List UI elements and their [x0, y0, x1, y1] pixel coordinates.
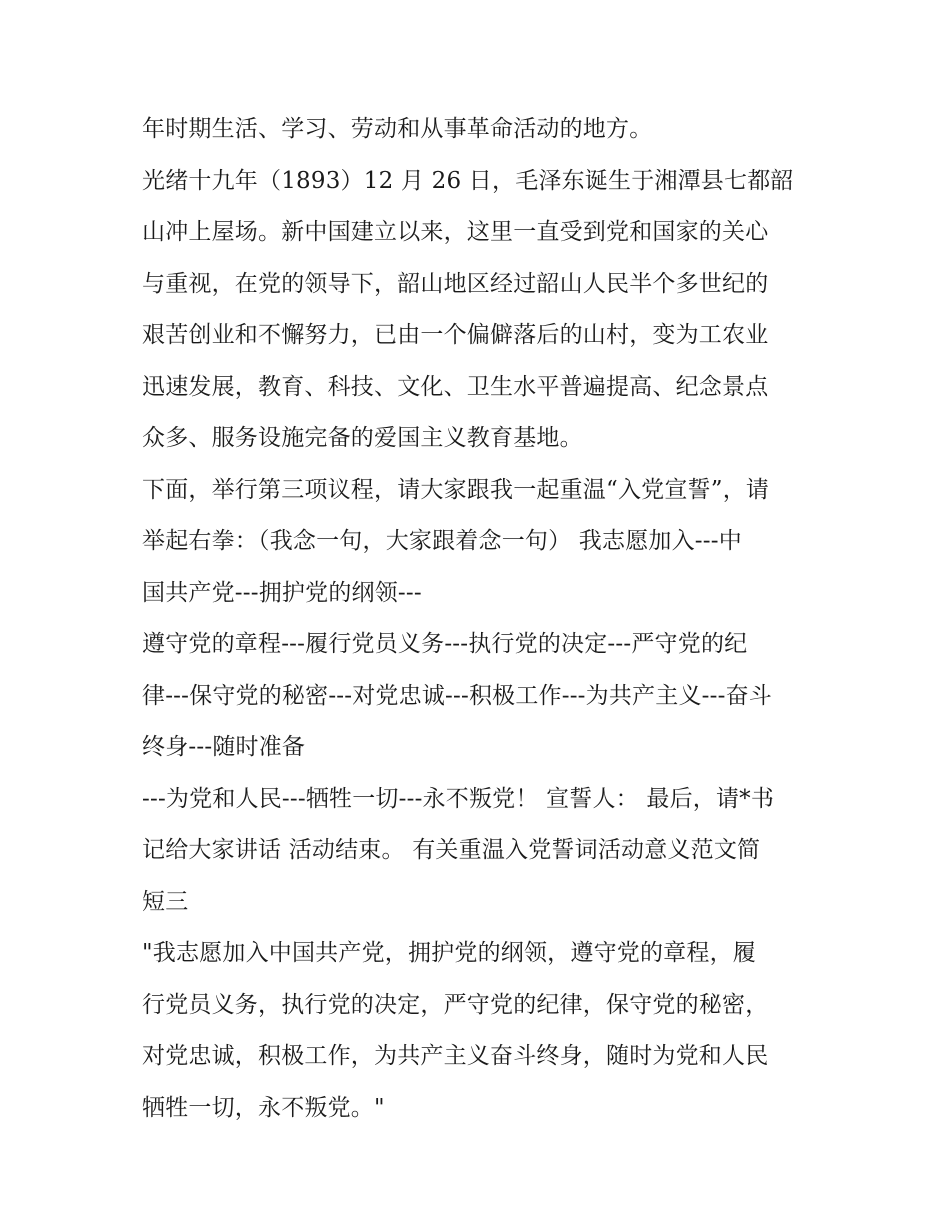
document-body — [142, 108, 822, 1138]
text-line: 国共产党---拥护党的纲领--- — [142, 579, 422, 606]
text-line: 记给大家讲话 活动结束。 有关重温入党誓词活动意义范文简 — [142, 837, 761, 863]
text-line: 山冲上屋场。新中国建立以来，这里一直受到党和国家的关心 — [142, 219, 769, 245]
text-line: 众多、服务设施完备的爱国主义教育基地。 — [142, 425, 583, 451]
text-line: 律---保守党的秘密---对党忠诚---积极工作---为共产主义---奋斗 — [142, 682, 772, 709]
text-line: 短三 — [142, 888, 189, 915]
text-line: 对党忠诚，积极工作，为共产主义奋斗终身，随时为党和人民 — [142, 1043, 769, 1069]
text-line: 下面，举行第三项议程，请大家跟我一起重温“入党宣誓”，请 — [142, 476, 770, 503]
text-line: 艰苦创业和不懈努力，已由一个偏僻落后的山村，变为工农业 — [142, 322, 769, 348]
text-line: 光绪十九年（1893）12 月 26 日，毛泽东诞生于湘潭县七都韶 — [142, 167, 794, 194]
text-line: ---为党和人民---牺牲一切---永不叛党！ 宣誓人： 最后，请*书 — [142, 785, 775, 812]
text-line: 牺牲一切，永不叛党。" — [142, 1094, 385, 1121]
text-line: 遵守党的章程---履行党员义务---执行党的决定---严守党的纪 — [142, 631, 748, 657]
text-line: 年时期生活、学习、劳动和从事革命活动的地方。 — [142, 116, 653, 142]
text-line: 与重视，在党的领导下，韶山地区经过韶山人民半个多世纪的 — [142, 270, 769, 297]
text-line: 举起右拳：（我念一句，大家跟着念一句） 我志愿加入---中 — [142, 528, 742, 554]
text-line: 迅速发展，教育、科技、文化、卫生水平普遍提高、纪念景点 — [142, 373, 769, 400]
text-line: 行党员义务，执行党的决定，严守党的纪律，保守党的秘密， — [142, 991, 769, 1018]
text-line: "我志愿加入中国共产党，拥护党的纲领，遵守党的章程，履 — [142, 940, 756, 966]
text-line: 终身---随时准备 — [142, 734, 306, 760]
